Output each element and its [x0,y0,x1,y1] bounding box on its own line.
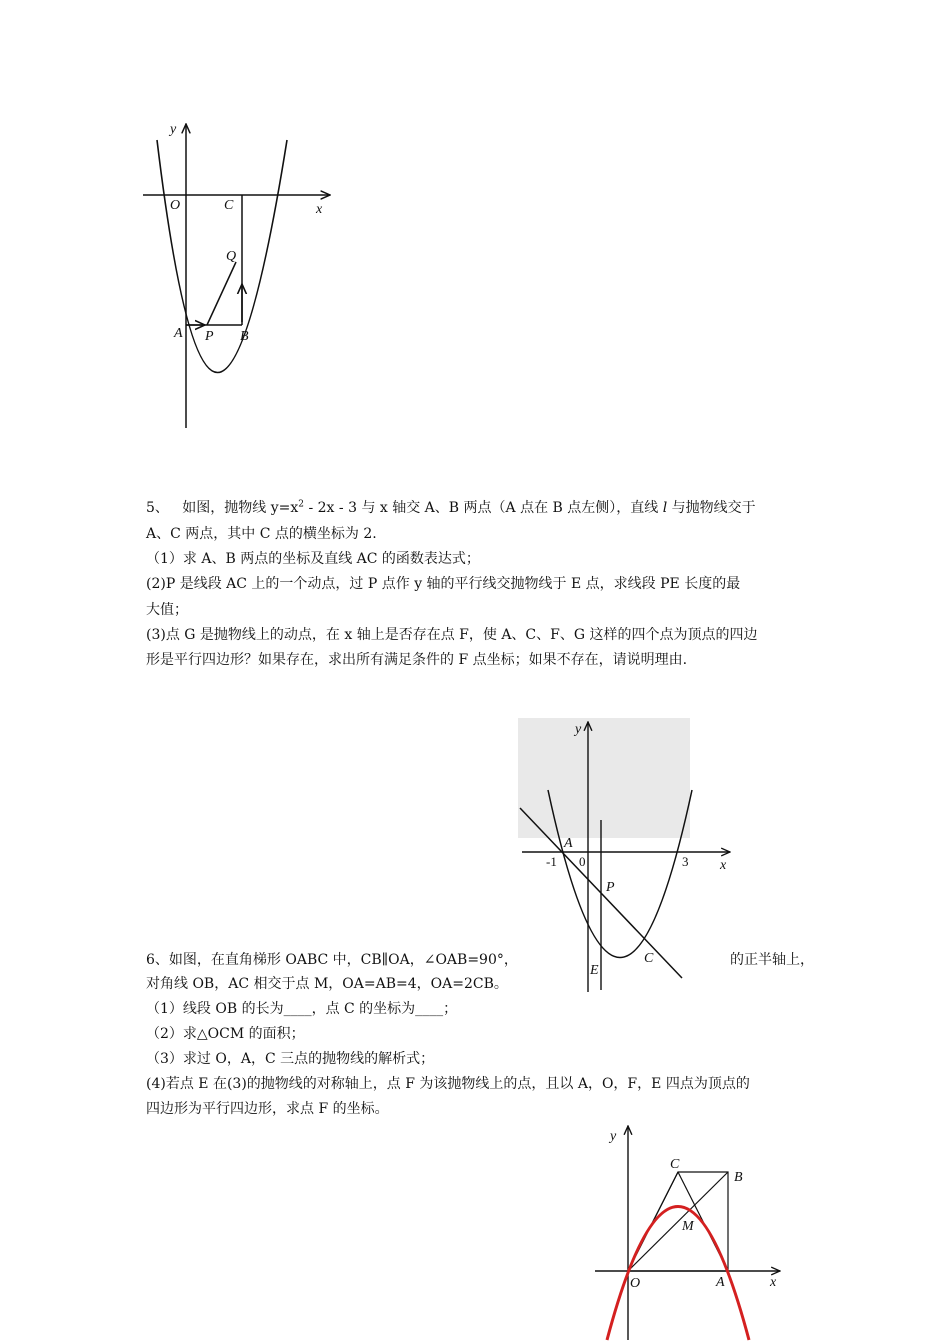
problem-5-question-2-line-1: (2)P 是线段 AC 上的一个动点，过 P 点作 y 轴的平行线交抛物线于 E 点，求线段 PE 长度的最 [146,576,741,592]
problem-5-question-3-line-1: (3)点 G 是抛物线上的动点，在 x 轴上是否存在点 F，使 A、C、F、G 这样的四个点为顶点的四边 [146,627,758,643]
figure-3-diagram [590,1120,790,1344]
label-y: y [575,722,582,737]
problem-number: 5、 [146,500,169,516]
problem-6-question-4-line-1: (4)若点 E 在(3)的抛物线的对称轴上，点 F 为该抛物线上的点，且以 A，O，F，E 四点为顶点的 [146,1076,750,1092]
exponent: 2 [298,499,305,510]
label-O: O [170,198,181,213]
label-x: x [316,202,323,217]
label-B: B [240,329,249,344]
problem-5-question-2-line-2: 大值； [146,602,188,618]
label-B: B [734,1170,743,1185]
label-A: A [716,1275,725,1290]
watermark-background [518,718,690,838]
segment-PQ [207,262,236,325]
label-O: O [630,1276,641,1291]
problem-5-line-2: A、C 两点，其中 C 点的横坐标为 2. [146,526,377,542]
label-E: E [590,963,599,978]
line-name-l: l [662,500,668,516]
label-y: y [170,122,177,137]
diagonal-OB [628,1172,728,1271]
problem-6-line-2: 对角线 OB，AC 相交于点 M，OA=AB=4，OA=2CB。 [146,976,508,992]
label-three: 3 [682,854,689,869]
label-y: y [610,1129,617,1144]
problem-6-line-1-right: 的正半轴上， [730,952,814,968]
text-run: 与抛物线交于 [667,500,756,516]
label-zero: 0 [579,854,586,869]
text-run: 如图，抛物线 y=x [182,500,299,516]
problem-5-question-1: （1）求 A、B 两点的坐标及直线 AC 的函数表达式； [146,551,480,567]
label-minus-1: -1 [546,854,557,869]
figure-2-diagram [512,712,742,1002]
figure-1-diagram [130,115,350,435]
label-x: x [770,1275,777,1290]
text-run: - 2x - 3 与 x 轴交 A、B 两点（A 点在 B 点左侧），直线 [304,500,663,516]
label-A: A [174,326,183,341]
problem-5-line-1 [146,498,756,518]
problem-6-question-4-line-2: 四边形为平行四边形，求点 F 的坐标。 [146,1101,389,1117]
label-A: A [564,836,573,851]
problem-6-question-1: （1）线段 OB 的长为____，点 C 的坐标为____； [146,1001,458,1017]
label-P: P [606,880,615,895]
label-M: M [682,1219,694,1234]
problem-5-question-3-line-2: 形是平行四边形？如果存在，求出所有满足条件的 F 点坐标；如果不存在，请说明理由. [146,652,688,668]
problem-6-line-1-left: 6、如图，在直角梯形 OABC 中，CB∥OA，∠OAB=90°， [146,952,518,968]
label-P: P [205,329,214,344]
label-x: x [720,858,727,873]
label-Q: Q [226,249,237,264]
label-C: C [644,951,654,966]
problem-6-question-3: （3）求过 O，A，C 三点的抛物线的解析式； [146,1051,435,1067]
problem-6-question-2: （2）求△OCM 的面积； [146,1026,305,1042]
label-C: C [224,198,234,213]
label-C: C [670,1157,680,1172]
